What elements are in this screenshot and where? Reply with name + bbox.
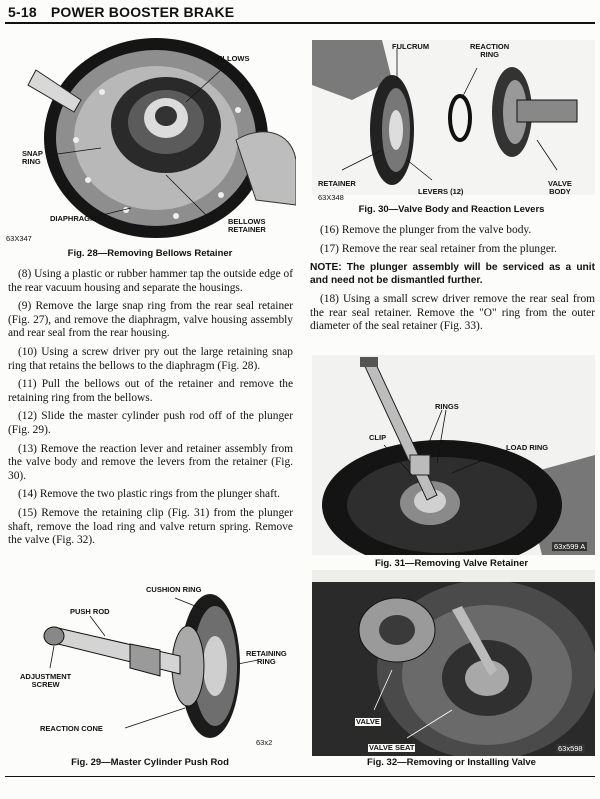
header-rule — [5, 22, 595, 24]
fig30-label-retainer: RETAINER — [318, 179, 356, 188]
fig30-photo — [312, 40, 595, 195]
fig31-code: 63x599 A — [554, 542, 586, 551]
fig30-label-fulcrum: FULCRUM — [392, 42, 430, 51]
fig32-label-valve-seat: VALVE SEAT — [369, 743, 415, 752]
left-column-text — [8, 268, 293, 553]
fig29-label-reaction-cone: REACTION CONE — [40, 724, 103, 733]
fig32-label-valve: VALVE — [356, 717, 380, 726]
fig32-caption: Fig. 32—Removing or Installing Valve — [367, 757, 536, 768]
paragraph-step-11: (11) Pull the bellows out of the retainer and remove the retaining ring from the bellows. — [8, 378, 293, 404]
paragraph-step-9: (9) Remove the large snap ring from the rear seal retainer (Fig. 27), and remove the diaphragm, valve housing assembly and rear seal from the rear housing. — [8, 300, 293, 340]
fig29-label-retaining-ring: RETAINING RING — [246, 649, 287, 666]
page-number: 5-18 — [8, 4, 37, 20]
fig31-label-clip: CLIP — [369, 433, 387, 442]
fig31-photo — [312, 355, 595, 555]
fig32-photo — [312, 570, 595, 756]
fig28-label-bellows-retainer: BELLOWS RETAINER — [228, 217, 266, 234]
paragraph-step-10: (10) Using a screw driver pry out the large retaining snap ring that retains the bellows to the diaphragm (Fig. 28). — [8, 345, 293, 372]
footer-rule — [5, 776, 595, 777]
fig28-label-diaphragm: DIAPHRAGM — [50, 214, 97, 223]
paragraph-step-16: (16) Remove the plunger from the valve body. — [320, 224, 532, 236]
fig32-code: 63x598 — [558, 744, 583, 753]
fig28-label-snap-ring: SNAP RING — [22, 149, 43, 166]
fig29-label-cushion-ring: CUSHION RING — [146, 585, 202, 594]
fig30-label-levers: LEVERS (12) — [418, 187, 464, 196]
fig30-code: 63X348 — [318, 193, 344, 202]
paragraph-step-14: (14) Remove the two plastic rings from the plunger shaft. — [18, 488, 280, 501]
paragraph-step-12: (12) Slide the master cylinder push rod off of the plunger (Fig. 29). — [8, 410, 293, 436]
fig31-label-rings: RINGS — [435, 402, 459, 411]
paragraph-step-13: (13) Remove the reaction lever and retainer assembly from the valve body and remove the levers from the retainer (Fig. 30). — [8, 442, 293, 482]
fig29-label-adjustment-screw: ADJUSTMENT SCREW — [20, 672, 72, 689]
fig30-caption: Fig. 30—Valve Body and Reaction Levers — [358, 204, 545, 215]
fig31-label-load-ring: LOAD RING — [506, 443, 549, 452]
paragraph-step-15: (15) Remove the retaining clip (Fig. 31) from the plunger shaft, remove the load ring and valve return spring. Remove the valve (Fig. 32). — [8, 506, 293, 547]
right-column-text — [310, 224, 595, 339]
paragraph-step-18: (18) Using a small screw driver remove the rear seal from the rear seal retainer. Remove the "O" ring from the outer diameter of the seal retainer (Fig. 33). — [310, 293, 595, 333]
page-header — [8, 4, 234, 20]
page-title: POWER BOOSTER BRAKE — [50, 4, 235, 20]
fig30-label-reaction-ring: REACTION RING — [470, 42, 510, 59]
fig31-caption: Fig. 31—Removing Valve Retainer — [374, 558, 529, 569]
fig29-code: 63x2 — [256, 738, 273, 747]
fig28-label-bellows: BELLOWS — [212, 54, 250, 63]
paragraph-step-8: (8) Using a plastic or rubber hammer tap the outside edge of the rear vacuum housing and separate the housings. — [8, 268, 293, 294]
fig29-caption: Fig. 29—Master Cylinder Push Rod — [71, 757, 229, 768]
paragraph-step-17: (17) Remove the rear seal retainer from the plunger. — [320, 242, 557, 255]
fig28-code: 63X347 — [6, 234, 32, 243]
fig28-photo — [6, 30, 296, 245]
fig28-caption: Fig. 28—Removing Bellows Retainer — [67, 248, 233, 259]
service-note: NOTE: The plunger assembly will be serviced as a unit and need not be dismantled further. — [310, 262, 595, 287]
fig30-label-valve-body: VALVE BODY — [548, 179, 572, 196]
fig29-label-push-rod: PUSH ROD — [70, 607, 110, 616]
